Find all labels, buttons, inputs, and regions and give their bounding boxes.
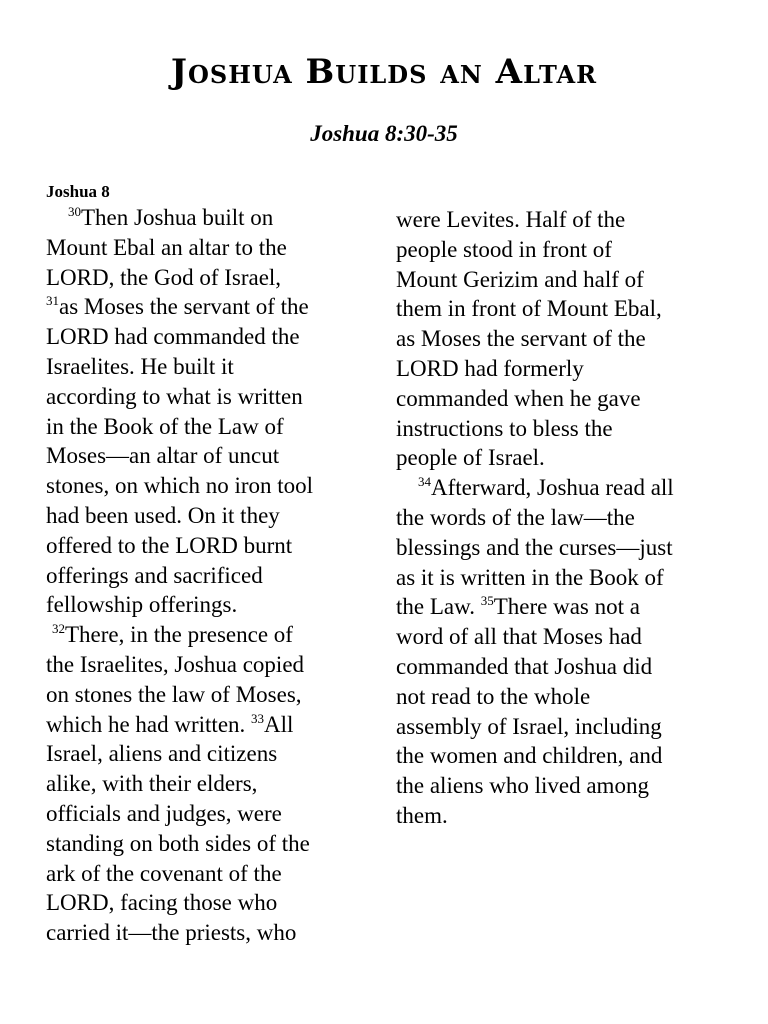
text-line: alike, with their elders, (46, 771, 258, 797)
text-line: the women and children, and (396, 743, 663, 769)
verse-number: 31 (46, 293, 59, 309)
text-line: Israel, aliens and citizens (46, 741, 278, 767)
text-line: blessings and the curses—just (396, 534, 673, 560)
text-line: on stones the law of Moses, (46, 681, 302, 707)
text-line: carried it—the priests, who (46, 920, 297, 946)
text-line: LORD, facing those who (46, 890, 278, 916)
scripture-reference: Joshua 8:30-35 (310, 121, 458, 146)
text-line: $^{32}$There, in the presence of (52, 621, 293, 648)
text-line: people stood in front of (396, 236, 612, 262)
text-line: people of Israel. (396, 445, 545, 471)
text-line: according to what is written (46, 383, 303, 409)
text-line: the Law. $^{35}$There was not a (396, 593, 640, 620)
text-line: word of all that Moses had (396, 624, 642, 650)
text-line: offerings and sacrificed (46, 562, 263, 588)
text-line: were Levites. Half of the (396, 207, 626, 232)
text-line: LORD had formerly (396, 355, 584, 381)
text-line: officials and judges, were (46, 800, 282, 826)
text-column-right (396, 205, 726, 831)
text-line: standing on both sides of the (46, 830, 310, 856)
chapter-label: Joshua 8 (46, 182, 110, 201)
text-line: the aliens who lived among (396, 773, 649, 799)
page-title: Joshua Builds an Altar (170, 52, 598, 92)
text-line: instructions to bless the (396, 415, 613, 441)
text-line: the words of the law—the (396, 504, 635, 530)
verse-number: 34 (418, 474, 431, 490)
text-line: in the Book of the Law of (46, 413, 284, 439)
text-column-left (46, 203, 356, 948)
text-line: $^{31}$as Moses the servant of the (46, 293, 309, 320)
text-line: them. (396, 802, 448, 828)
text-line: had been used. On it they (46, 502, 280, 528)
text-line: stones, on which no iron tool (46, 473, 314, 499)
text-line: ark of the covenant of the (46, 860, 282, 886)
text-line: $^{34}$Afterward, Joshua read all (418, 474, 674, 501)
text-line: offered to the LORD burnt (46, 532, 293, 558)
text-line: LORD had commanded the (46, 324, 300, 350)
text-line: them in front of Mount Ebal, (396, 296, 662, 322)
verse-number: 30 (68, 204, 81, 219)
text-line: commanded that Joshua did (396, 653, 653, 679)
text-line: which he had written. $^{33}$All (46, 710, 294, 737)
text-line: Moses—an altar of uncut (46, 443, 280, 469)
verse-number: 32 (52, 621, 65, 637)
text-line: Mount Ebal an altar to the (46, 234, 287, 260)
verse-number: 35 (480, 593, 494, 609)
text-line: not read to the whole (396, 683, 591, 709)
verse-number: 33 (251, 710, 265, 726)
text-line: $^{30}$Then Joshua built on (68, 204, 274, 230)
text-line: the Israelites, Joshua copied (46, 651, 305, 677)
text-line: Mount Gerizim and half of (396, 266, 644, 292)
text-line: LORD, the God of Israel, (46, 264, 282, 290)
text-line: Israelites. He built it (46, 353, 234, 379)
text-line: as Moses the servant of the (396, 326, 646, 352)
text-line: assembly of Israel, including (396, 713, 662, 739)
text-line: as it is written in the Book of (396, 564, 664, 590)
text-line: commanded when he gave (396, 385, 641, 411)
text-line: fellowship offerings. (46, 592, 238, 618)
